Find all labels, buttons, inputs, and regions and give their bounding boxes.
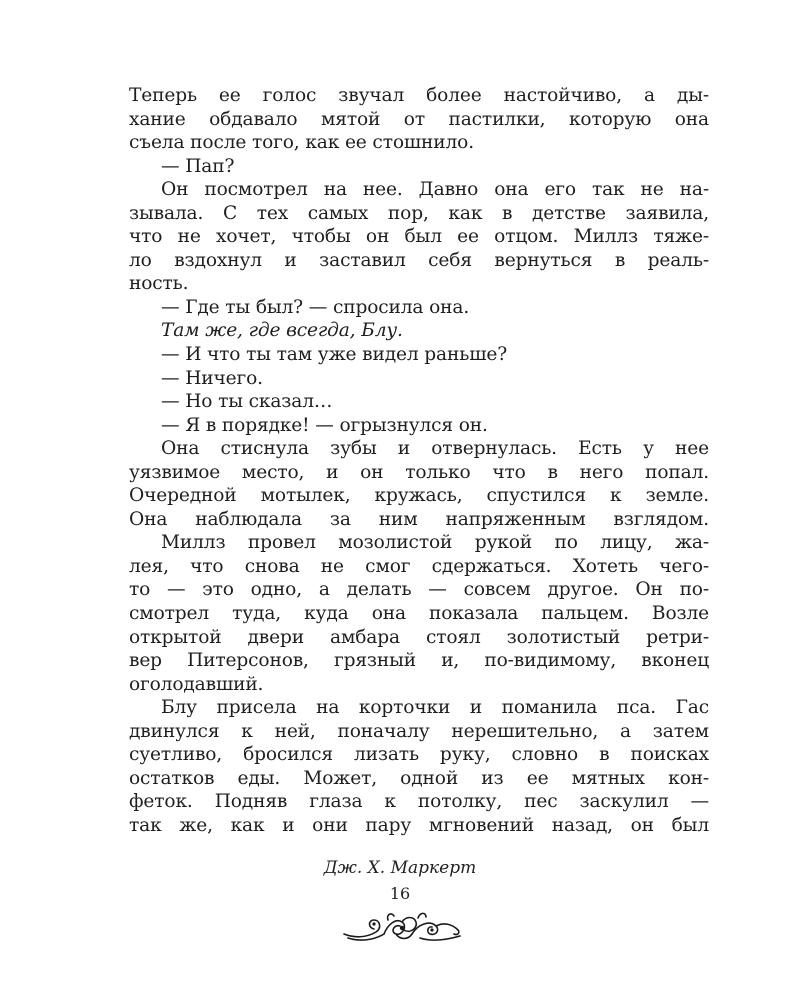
- text-line-28: двинулся к ней, поначалу нерешительно, а затем: [129, 720, 709, 742]
- text-line-26: оголодавший.: [129, 673, 264, 695]
- text-line-14: — Но ты сказал…: [161, 391, 333, 413]
- text-line-17: уязвимое место, и он только что в него попал.: [129, 461, 709, 483]
- text-line-27: Блу присела на корточки и поманила пса. Гас: [161, 697, 709, 719]
- text-line-13: — Ничего.: [161, 367, 263, 389]
- page-number: 16: [389, 884, 411, 903]
- text-line-19: Она наблюдала за ним напряженным взглядом.: [129, 508, 709, 530]
- text-line-1: Теперь ее голос звучал более настойчиво, а ды-: [129, 85, 709, 106]
- text-line-22: то — это одно, а делать — совсем другое. Он по-: [129, 579, 709, 601]
- text-line-5: Он посмотрел на нее. Давно она его так не на-: [161, 179, 709, 201]
- text-line-7: что не хочет, чтобы он был ее отцом. Миллз тяже-: [129, 226, 709, 248]
- text-line-18: Очередной мотылек, кружась, спустился к земле.: [129, 485, 709, 507]
- text-line-24: открытой двери амбара стоял золотистый ретри-: [129, 626, 709, 648]
- text-line-20: Миллз провел мозолистой рукой по лицу, жа-: [161, 532, 709, 554]
- text-line-29: суетливо, бросился лизать руку, словно в поисках: [129, 744, 709, 766]
- text-line-3: съела после того, как ее стошнило.: [129, 132, 474, 154]
- text-line-6: зывала. С тех самых пор, как в детстве заявила,: [129, 202, 709, 224]
- text-line-11: Там же, где всегда, Блу.: [161, 320, 403, 342]
- text-line-10: — Где ты был? — спросила она.: [161, 296, 470, 318]
- text-line-2: хание обдавало мятой от пастилки, которую она: [129, 108, 709, 130]
- text-line-30: остатков еды. Может, одной из ее мятных кон-: [129, 767, 709, 789]
- text-line-16: Она стиснула зубы и отвернулась. Есть у нее: [161, 438, 709, 460]
- text-line-32: так же, как и они пару мгновений назад, он был: [129, 814, 709, 836]
- text-line-25: вер Питерсонов, грязный и, по-видимому, вконец: [129, 650, 709, 672]
- text-line-8: ло вздохнул и заставил себя вернуться в реаль-: [129, 249, 709, 271]
- text-line-15: — Я в порядке! — огрызнулся он.: [161, 414, 488, 436]
- body-text: [129, 84, 709, 838]
- text-line-23: смотрел туда, куда она показала пальцем. Возле: [129, 603, 709, 625]
- text-line-4: — Пап?: [161, 155, 235, 177]
- text-line-31: феток. Подняв глаза к потолку, пес заскулил —: [129, 791, 709, 813]
- decorative-flourish-icon: [340, 908, 464, 948]
- running-footer-author: Дж. Х. Маркерт: [323, 858, 477, 878]
- text-line-12: — И что ты там уже видел раньше?: [161, 344, 508, 366]
- text-line-9: ность.: [129, 273, 189, 295]
- text-line-21: лея, что снова не смог сдержаться. Хотеть чего-: [129, 555, 709, 577]
